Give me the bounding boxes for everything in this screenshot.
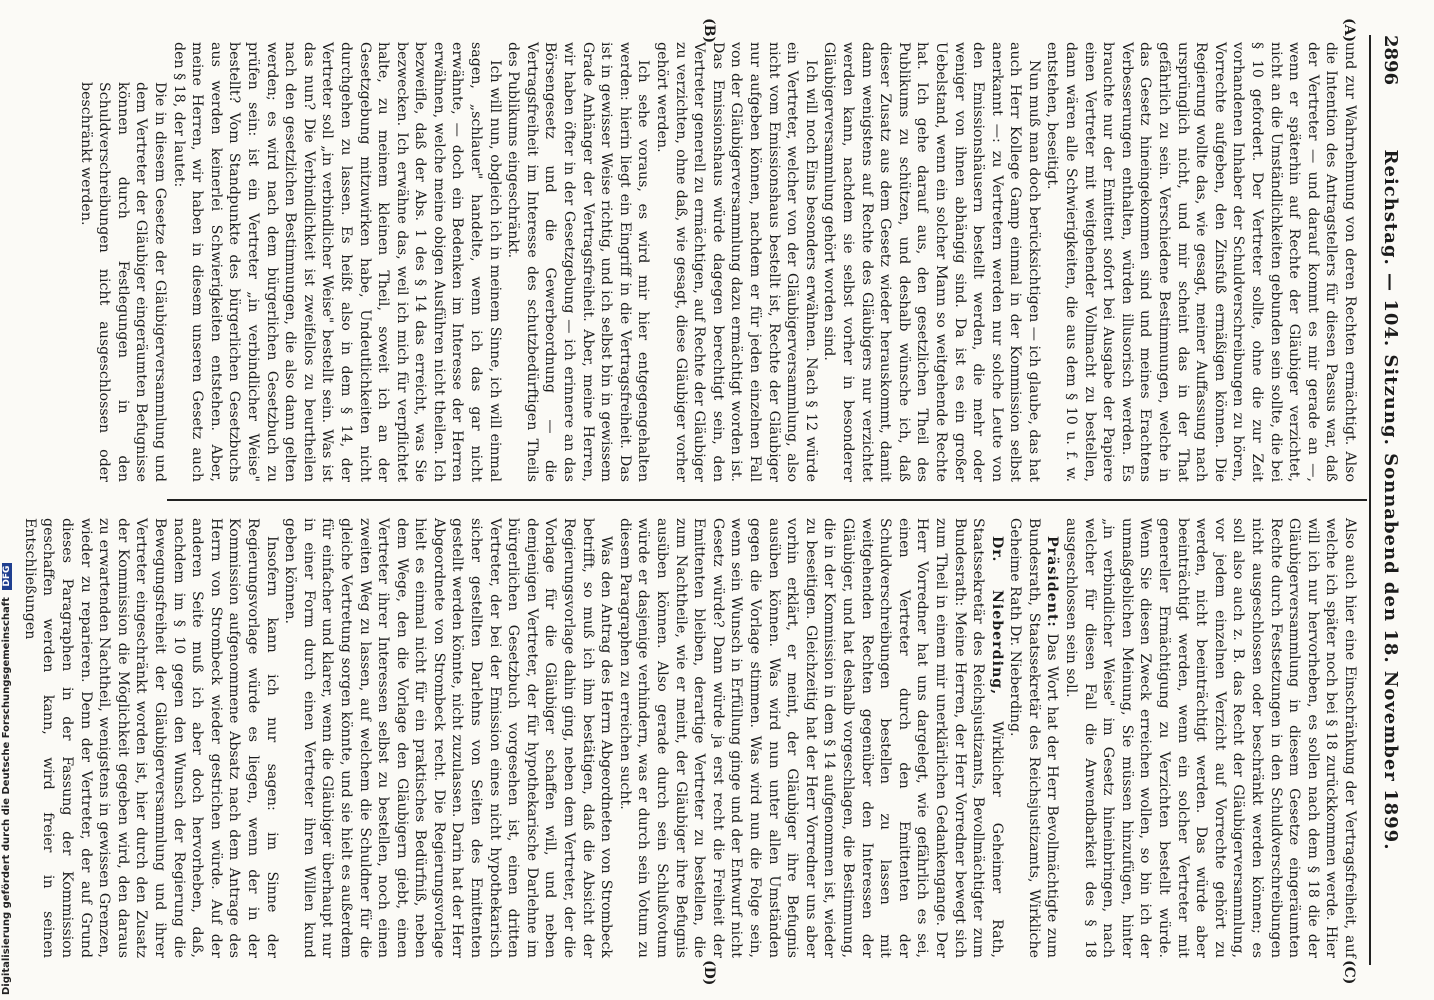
right-column — [20, 518, 1359, 958]
dfg-logo: DFG — [2, 563, 12, 590]
paragraph: Insofern kann ich nur sagen: im Sinne der Regierungsvorlage würde es liegen, wenn der in der Kommission aufgenommene Absatz nach dem Antrage des Herrn von Strombeck wieder gestrichen würde. Auf der anderen Seite muß ich aber doch hervorheben, daß, nachdem im § 10 gegen den Wunsch der Regierung die Bewegungsfreiheit der Gläubigerversammlung und ihrer Vertreter eingeschränkt worden ist, hier durch den Zusatz der Kommission die Möglichkeit gegeben wird, den daraus zu erwartenden Nachtheil, wenigstens in gewissen Grenzen, wieder zu reparieren. Denn der Vertreter, der auf Grund dieses Paragraphen in der Fassung der Kommission geschaffen werden kann, wird freier in seinen Entschließungen — [21, 518, 280, 958]
speaker-paragraph — [615, 518, 1005, 958]
margin-mark-d: (D) — [701, 960, 717, 986]
paragraph: Also auch hier eine Einschränkung der Vertragsfreiheit, auf welche ich später noch bei § 18 zurückkommen werde. Hier will ich nur hervorheben, es sollen nach dem § 18 die der Gläubigerversammlung in diesem Gesetze eingeräumten Rechte durch Festsetzungen in den Schuldverschreibungen nicht ausgeschlossen oder beschränkt werden können; es soll also auch z. B. das Recht der Gläubigerversammlung, vor jedem einzelnen Verzicht auf Vorrechte gehört zu werden, nicht beeinträchtigt werden. Das würde aber beeinträchtigt werden, wenn ein solcher Vertreter mit genereller Ermächtigung zu Verzichten bestellt würde. Wenn Sie diesen Zweck erreichen wollen, so bin ich der unmaßgeblichen Meinung, Sie müssen hinzufügen, hinter „in verbindlicher Weise" im Gesetz hineinbringen, nach welcher für diesen Fall die Anwendbarkeit des § 18 ausgeschlossen sein soll. — [1063, 518, 1358, 958]
page-header — [1371, 35, 1405, 965]
speaker-text: Das Wort hat der Herr Bevollmächtigte zum Bundesrath, Staatssekretär des Reichsjustizamts, Wirkliche Geheime Rath Dr. Nieberding. — [1007, 518, 1061, 959]
page-number: 2896 — [1380, 35, 1401, 86]
paragraph: Nun muß man doch berücksichtigen — ich glaube, das hat auch Herr Kollege Gamp einmal in der Kommission selbst anerkannt —: zu Vertretern werden nur solche Leute von den Emissionshäusern bestellt werden, die mehr oder weniger von ihnen abhängig sind. Da ist es ein großer Uebelstand, wenn ein solcher Mann so weitgehende Rechte hat. Ich gehe darauf aus, den gesetzlichen Theil des Publikums zu schützen, und deshalb wünsche ich, daß dieser Zusatz aus dem Gesetz wieder herauskommt, damit dann wenigstens auf Rechte des Gläubigers nur verzichtet werden kann, nachdem sie selbst vorher in besonderer Gläubigerversammlung gehört worden sind. — [821, 42, 1042, 482]
column-divider — [167, 499, 1367, 501]
quoted-paragraph: Die in diesem Gesetze der Gläubigerversammlung und dem Vertreter der Gläubiger eingeräumten Befugnisse können durch Festlegungen in den Schuldverschreibungen nicht ausgeschlossen oder beschränkt werden. — [77, 82, 168, 482]
speaker-text: Wirklicher Geheimer Rath, Staatssekretär des Reichsjustizamts, Bevollmächtigter zum Bundesrath: Meine Herren, der Herr Vorredner bewegt sich zum Theil in einem mir unerklärlichen Gedankengange. Der Herr Vorredner hat uns dargelegt, wie gefährlich es sei, einen Vertreter durch den Emittenten der Schuldverschreibungen bestellen zu lassen mit weitgehenden Rechten gegenüber den Interessen der Gläubiger, und hat deshalb vorgeschlagen, die Bestimmung, die in der Kommission in dem § 14 aufgenommen ist, wieder zu beseitigen. Gleichzeitig hat der Herr Vorredner uns aber vorhin erklärt, er meint, der Gläubiger ihre Befugnis ausüben können. Was wird nun unter allen Umständen gegen die Vorlage stimmen. Was wird nun die Folge sein, wenn sein Wunsch in Erfüllung ginge und der Entwurf nicht Gesetz würde? Dann würde ja erst recht die Freiheit der Emittenten bleiben, derartige Vertreter zu bestellen, die zum Nachtheile, wie er meint, der Gläubiger ihre Befugnis ausüben können. Also gerade durch sein Schlußvotum würde er dasjenige verhindern, was er durch sein Votum zu diesem Paragraphen zu erreichen sucht. — [616, 518, 1005, 958]
paragraph: und zur Wahrnehmung von deren Rechten ermächtigt. Also die Intention des Antragstellers für diesen Passus war, daß der Vertreter — und darauf kommt es mir gerade an —, wenn er späterhin auf Rechte der Gläubiger verzichtet, nicht an die Umständlichkeiten gebunden sein sollte, die bei § 10 gefordert. Der Vertreter sollte, ohne die zur Zeit vorhandenen Inhaber der Schuldverschreibungen zu hören, Vorrechte aufgeben, den Zinsfuß ermäßigen können. Die Regierung wollte das, wie gesagt, meiner Auffassung nach ursprünglich nicht, und mir scheint das in der That gefährlich zu sein. Verschiedene Bestimmungen, welche in das Gesetz hineingekommen sind und meines Erachtens Verbesserungen enthalten, würden illusorisch werden. Es brauchte nur der Emittent sofort bei Ausgabe der Papiere einen Vertreter mit weitgehender Vollmacht zu bestellen, dann wären alle Schwierigkeiten, die aus dem § 10 u. f. w. entstehen, beseitigt. — [1044, 42, 1358, 482]
footer-credit-text: Digitalisierung gefördert durch die Deutsche Forschungsgemeinschaft — [1, 597, 12, 995]
paragraph: Ich will nun, obgleich ich in meinem Sinne, ich will einmal sagen, „schlauer" handelte, wenn ich das gar nicht erwähnte, — doch ein Bedenken im Interesse der Herren erwähnen, welche meine obigen Ausführen nicht theilen. Ich bezweifle, daß der Abs. 1 des § 14 das erreicht, was Sie bezwecken. Ich erwähne das, weil ich mich für verpflichtet halte, zu meinem kleinen Theil, soweit ich an der Gesetzgebung mitzuwirken habe, Undeutlichkeiten nicht durchgehen zu lassen. Es heißt also in dem § 14, der Vertreter soll „in verbindlicher Weise" bestellt sein. Was ist das nun? Die Verbindlichkeit ist zweifellos zu beurtheilen nach den gesetzlichen Bestimmungen, die also dann gelten werden; es wird nach dem bürgerlichen Gesetzbuch zu prüfen sein: ist ein Vertreter „in verbindlicher Weise" bestellt? Vom Standpunkte des bürgerlichen Gesetzbuchs aus werden keinerlei Schwierigkeiten entstehen. Aber, meine Herren, wir haben in diesem unseren Gesetz auch den § 18, der lautet: — [170, 42, 503, 482]
speaker-label: Dr. Nieberding, — [988, 536, 1005, 696]
speaker-paragraph — [1006, 518, 1062, 958]
margin-mark-b: (B) — [701, 18, 717, 44]
margin-mark-a: (A) — [1341, 18, 1357, 43]
speaker-label: Präsident: — [1044, 536, 1061, 628]
document-page — [17, 18, 1417, 986]
margin-mark-c: (C) — [1341, 960, 1357, 985]
paragraph: Ich will noch Eins besonders erwähnen. Nach § 12 würde ein Vertreter, welcher von der Gläubigerversammlung, also nicht vom Emissionshaus bestellt ist, Rechte der Gläubiger nur aufgeben können, nachdem er für jeden einzelnen Fall von der Gläubigerversammlung dazu ermächtigt worden ist. Das Emissionshaus würde dagegen berechtigt sein, den Vertreter generell zu ermächtigen, auf Rechte der Gläubiger zu verzichten, ohne daß, wie gesagt, diese Gläubiger vorher gehört werden. — [654, 42, 819, 482]
footer-credit — [1, 563, 12, 995]
left-column — [76, 42, 1359, 482]
paragraph: Was den Antrag des Herrn Abgeordneten von Strombeck betrifft, so muß ich ihm bestätigen, daß die Absicht der Regierungsvorlage dahin ging, neben dem Vertreter, der die Vorlage für die Gläubiger schaffen will, und neben demjenigen Vertreter, der für hypothekarische Darlehne im bürgerlichen Gesetzbuch vorgesehen ist, einen dritten Vertreter, der bei der Emission eines nicht hypothekarisch sicher gestellten Darlehns von Seiten des Emittenten gestellt werden könnte, nicht zuzulassen. Darin hat der Herr Abgeordnete von Strombeck recht. Die Regierungsvorlage hielt es einmal nicht für ein praktisches Bedürfniß, neben dem Wege, den die Vorlage den Gläubigern giebt, einen Vertreter ihrer Interessen selbst zu bestellen, noch einen zweiten Weg zu lassen, auf welchem die Schuldner für die gleiche Vertretung sorgen könnte, und sie hielt es außerdem für einfacher und klarer, wenn die Gläubiger überhaupt nur in einer Form durch einen Vertreter ihren Willen kund geben können. — [282, 518, 615, 958]
header-rule — [1369, 35, 1371, 965]
page-title: Reichstag. — 104. Sitzung. Sonnabend den 18. November 1899. — [1380, 149, 1401, 851]
paragraph: Ich sehe voraus, es wird mir hier entgegengehalten werden: hierin liegt ein Eingriff in die Vertragsfreiheit. Das ist in gewisser Weise richtig, und ich selbst bin in gewissem Grade Anhänger der Vertragsfreiheit. Aber, meine Herren, wir haben öfter in der Gesetzgebung — ich erinnere an das Börsengesetz und die Gewerbeordnung — die Vertragsfreiheit im Interesse des schutzbedürftigen Theils des Publikums eingeschränkt. — [505, 42, 652, 482]
